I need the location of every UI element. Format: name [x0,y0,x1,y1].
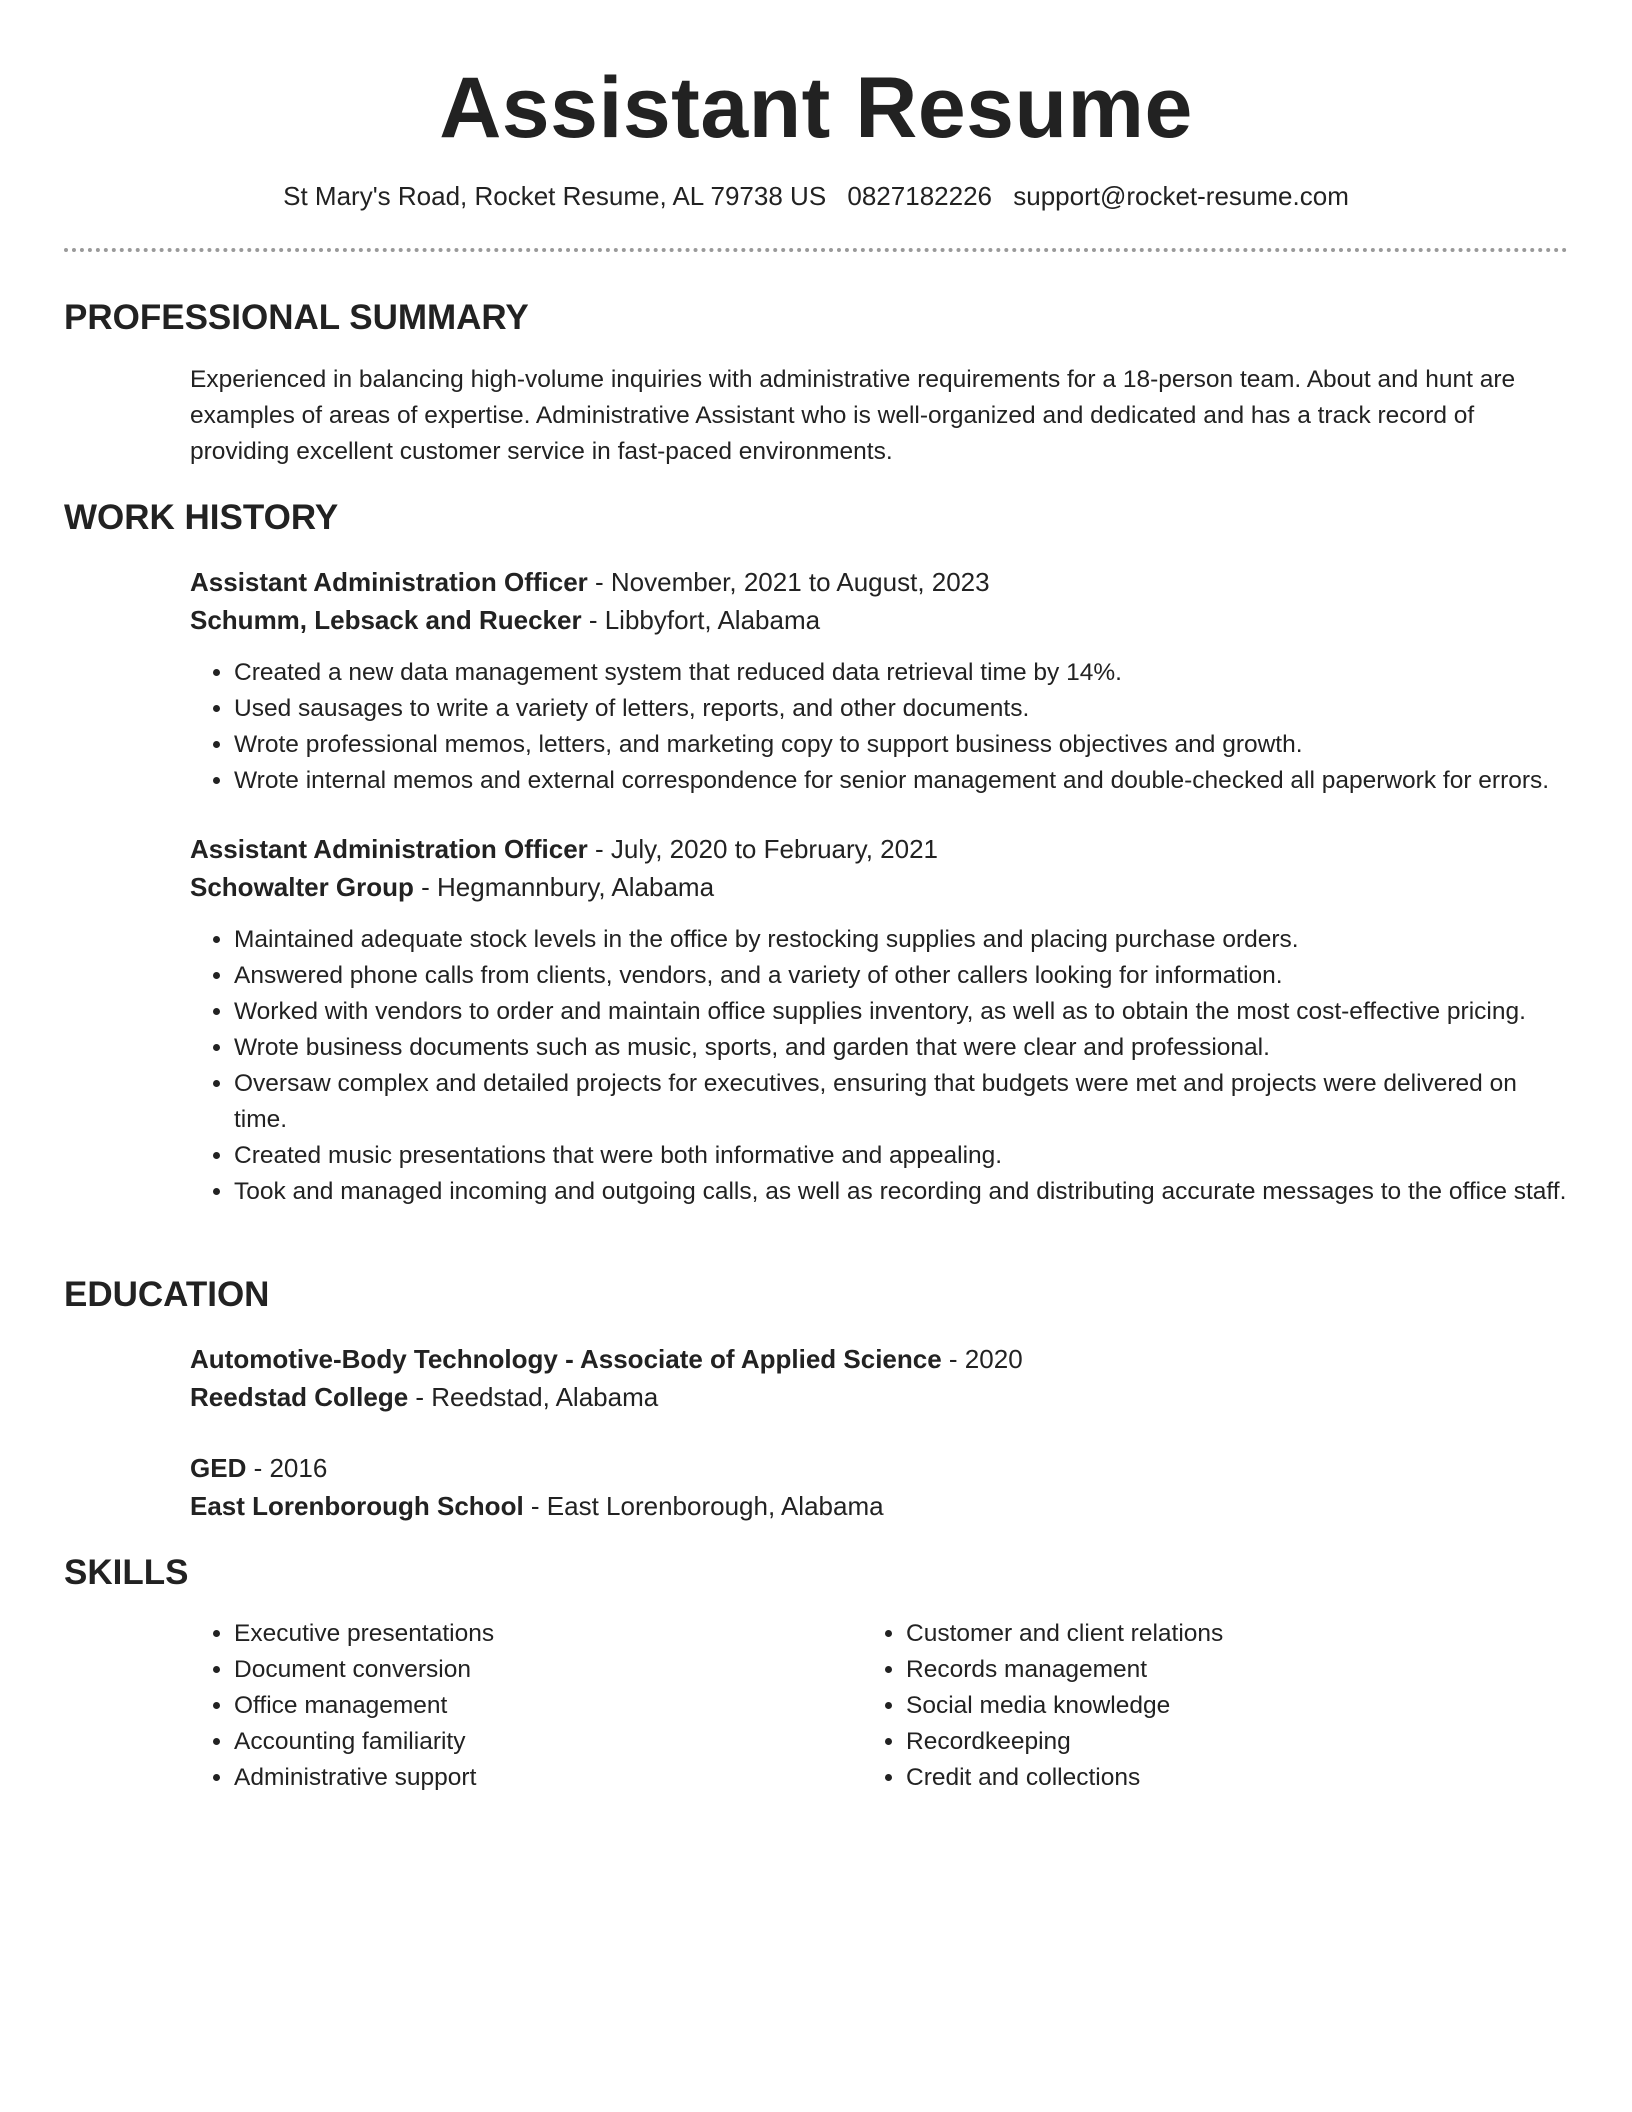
list-item: • Oversaw complex and detailed projects for executives, ensuring that budgets were met and projects were delivered on time. [234,1066,1568,1138]
school-location: - Reedstad, Alabama [408,1382,659,1412]
resume-title: Assistant Resume [439,60,1193,156]
list-item: • Took and managed incoming and outgoing calls, as well as recording and distributing accurate messages to the office staff. [234,1174,1568,1210]
school-name: East Lorenborough School [190,1491,524,1521]
school-location: - East Lorenborough, Alabama [523,1491,884,1521]
skill-item: • Administrative support [234,1760,850,1796]
list-item: • Answered phone calls from clients, vendors, and a variety of other callers looking for information. [234,958,1568,994]
resume-page [64,0,1568,1791]
degree-name: Automotive-Body Technology - Associate of Applied Science [190,1344,942,1374]
list-item: • Used sausages to write a variety of letters, reports, and other documents. [234,691,1568,727]
skill-item: • Office management [234,1688,850,1724]
skill-item: • Executive presentations [234,1616,850,1652]
list-item: • Worked with vendors to order and maintain office supplies inventory, as well as to obtain the most cost-effective pricing. [234,994,1568,1030]
company-name: Schumm, Lebsack and Ruecker [190,605,582,635]
job-title-line [190,563,1568,601]
degree-name: GED [190,1453,247,1483]
skill-item: • Records management [906,1652,1562,1688]
list-item: • Wrote professional memos, letters, and marketing copy to support business objectives and growth. [234,727,1568,763]
degree-year: - 2020 [941,1344,1023,1374]
header-divider [64,248,1568,252]
school-line [190,1378,1568,1416]
skills-list-left [190,1616,850,1796]
list-item: • Wrote business documents such as music, sports, and garden that were clear and professional. [234,1030,1568,1066]
skills-right-column [862,1616,1562,1796]
job-title-line [190,830,1568,868]
company-name: Schowalter Group [190,872,414,902]
job-bullets [190,655,1568,799]
skills-list-right [862,1616,1562,1796]
skill-item: • Social media knowledge [906,1688,1562,1724]
list-item: • Wrote internal memos and external correspondence for senior management and double-checked all paperwork for errors. [234,763,1568,799]
address: St Mary's Road, Rocket Resume, AL 79738 US [283,181,827,211]
job-2 [190,830,1568,1210]
work-heading: WORK HISTORY [64,498,339,537]
degree-year: - 2016 [246,1453,328,1483]
school-line [190,1487,1568,1525]
degree-line [190,1449,1568,1487]
job-dates: - November, 2021 to August, 2023 [587,567,990,597]
job-title: Assistant Administration Officer [190,834,588,864]
skill-item: • Credit and collections [906,1760,1562,1796]
school-name: Reedstad College [190,1382,409,1412]
company-location: - Libbyfort, Alabama [581,605,821,635]
company-location: - Hegmannbury, Alabama [413,872,715,902]
skill-item: • Accounting familiarity [234,1724,850,1760]
job-bullets [190,922,1568,1210]
skills-left-column [190,1616,850,1796]
education-heading: EDUCATION [64,1275,270,1314]
list-item: • Created a new data management system that reduced data retrieval time by 14%. [234,655,1568,691]
job-dates: - July, 2020 to February, 2021 [587,834,939,864]
contact-line [64,180,1568,212]
list-item: • Created music presentations that were both informative and appealing. [234,1138,1568,1174]
job-title: Assistant Administration Officer [190,567,588,597]
phone: 0827182226 [847,181,992,211]
job-company-line [190,868,1568,906]
education-entry-1 [190,1340,1568,1416]
skill-item: • Recordkeeping [906,1724,1562,1760]
list-item: • Maintained adequate stock levels in the office by restocking supplies and placing purchase orders. [234,922,1568,958]
degree-line [190,1340,1568,1378]
summary-text: Experienced in balancing high-volume inquiries with administrative requirements for a 18-person team. About and hunt are examples of areas of expertise. Administrative Assistant who is well-organized and dedicated and has a track record of providing excellent customer service in fast-paced environments. [190,366,1516,465]
email: support@rocket-resume.com [1013,181,1349,211]
skill-item: • Document conversion [234,1652,850,1688]
summary-heading: PROFESSIONAL SUMMARY [64,298,529,337]
skill-item: • Customer and client relations [906,1616,1562,1652]
job-company-line [190,601,1568,639]
job-1 [190,563,1568,799]
skills-heading: SKILLS [64,1553,189,1592]
education-entry-2 [190,1449,1568,1525]
